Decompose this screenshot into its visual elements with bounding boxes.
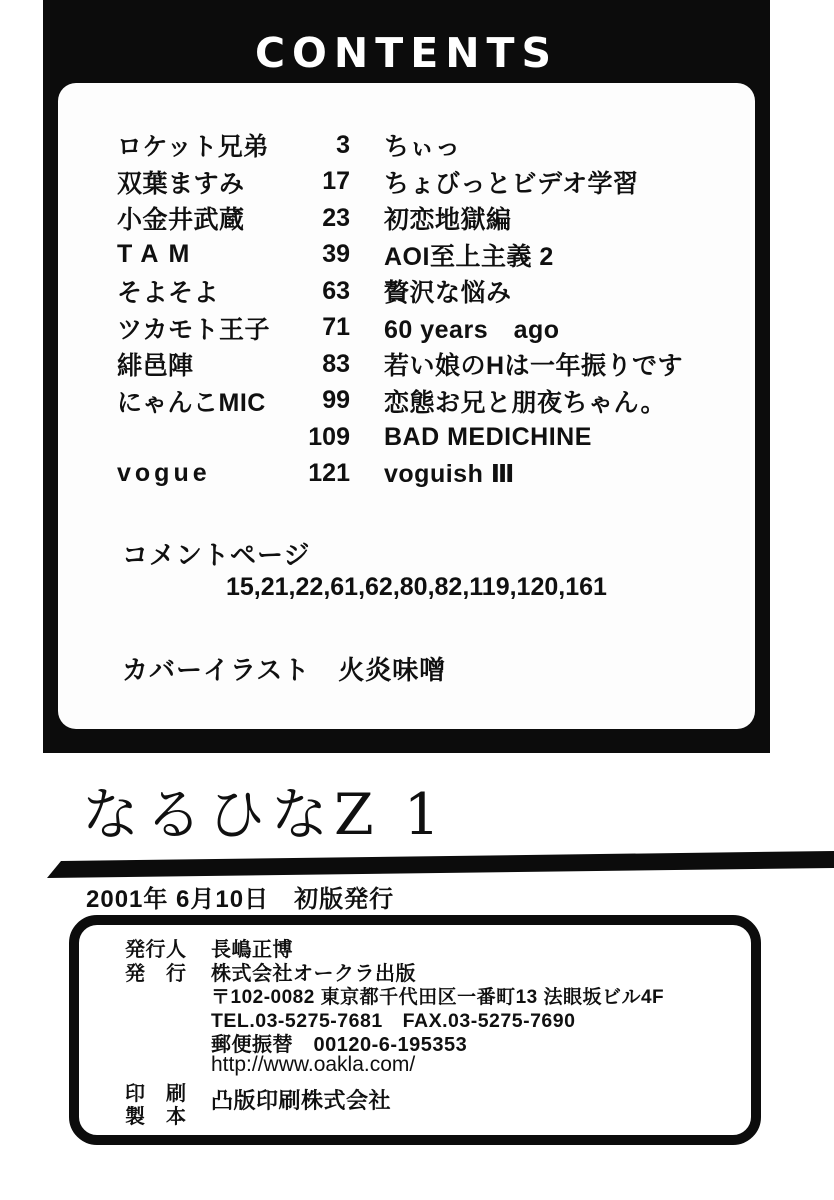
comment-pages-label: コメントページ: [122, 540, 311, 570]
book-title: なるひなZ 1: [82, 782, 446, 848]
toc-row: [117, 164, 745, 201]
toc-author: 緋邑陣: [117, 352, 194, 381]
toc-page-number: 99: [322, 386, 350, 415]
toc-row: [117, 237, 745, 274]
toc-row: [117, 346, 745, 383]
toc-page-number: 17: [322, 167, 350, 196]
toc-story-title: 初恋地獄編: [384, 206, 512, 235]
toc-page-number: 83: [322, 349, 350, 378]
toc-panel: [58, 83, 755, 729]
toc-page-number: 3: [336, 130, 350, 159]
toc-row: [117, 200, 745, 237]
contents-logo-text: CONTENTS: [254, 29, 559, 77]
publisher-person: 長嶋正博: [211, 939, 293, 961]
toc-author: ロケット兄弟: [117, 133, 269, 162]
binding-label: 製 本: [125, 1106, 187, 1128]
publisher-name: 株式会社オークラ出版: [211, 963, 416, 985]
toc-author: TAM: [117, 240, 200, 269]
toc-row: [117, 310, 745, 347]
publisher-label: 発 行: [125, 963, 187, 985]
toc-row: [117, 456, 745, 493]
toc-author: 双葉ますみ: [117, 169, 245, 198]
toc-story-title: BAD MEDICHINE: [384, 422, 592, 451]
toc-author: そよそよ: [117, 279, 220, 308]
publisher-url: http://www.oakla.com/: [211, 1053, 416, 1076]
comment-pages-numbers: 15,21,22,61,62,80,82,119,120,161: [226, 573, 607, 601]
toc-page-number: 63: [322, 276, 350, 305]
publisher-tel-fax: TEL.03-5275-7681 FAX.03-5275-7690: [211, 1010, 576, 1032]
toc-author: にゃんこMIC: [117, 388, 266, 417]
toc-row: [117, 383, 745, 420]
toc-row: [117, 273, 745, 310]
toc-story-title: AOI至上主義 2: [384, 242, 554, 271]
toc-story-title: 恋態お兄と朋夜ちゃん。: [384, 388, 667, 417]
toc-author: 小金井武蔵: [117, 206, 245, 235]
toc-story-title: voguish Ⅲ: [384, 459, 515, 488]
toc-list: [117, 127, 745, 492]
edition-date: 2001年 6月10日 初版発行: [86, 886, 395, 913]
toc-story-title: ちょびっとビデオ学習: [384, 169, 639, 198]
toc-page-number: 109: [308, 422, 350, 451]
toc-story-title: 贅沢な悩み: [384, 279, 512, 308]
toc-page-number: 71: [322, 313, 350, 342]
toc-author: ツカモト王子: [117, 315, 271, 344]
postal-transfer-number: 郵便振替 00120-6-195353: [211, 1034, 468, 1056]
printing-label: 印 刷: [125, 1083, 187, 1105]
cover-illustration-label: カバーイラスト: [122, 655, 311, 685]
printer-name: 凸版印刷株式会社: [211, 1088, 392, 1113]
colophon-box: [69, 915, 761, 1145]
publisher-person-label: 発行人: [125, 939, 187, 961]
toc-story-title: 若い娘のHは一年振りです: [384, 352, 684, 381]
toc-story-title: ちぃっ: [384, 133, 461, 162]
toc-row: [117, 419, 745, 456]
publisher-address: 〒102-0082 東京都千代田区一番町13 法眼坂ビル4F: [211, 987, 665, 1008]
toc-row: [117, 127, 745, 164]
toc-story-title: 60 years ago: [384, 315, 560, 344]
title-underline-bar: [0, 844, 834, 884]
cover-illustration-line: [122, 650, 446, 687]
contents-black-band: [43, 0, 770, 753]
cover-illustration-artist: 火炎味噌: [338, 655, 447, 685]
toc-author: vogue: [117, 459, 211, 488]
toc-page-number: 121: [308, 459, 350, 488]
toc-page-number: 39: [322, 240, 350, 269]
toc-page-number: 23: [322, 203, 350, 232]
